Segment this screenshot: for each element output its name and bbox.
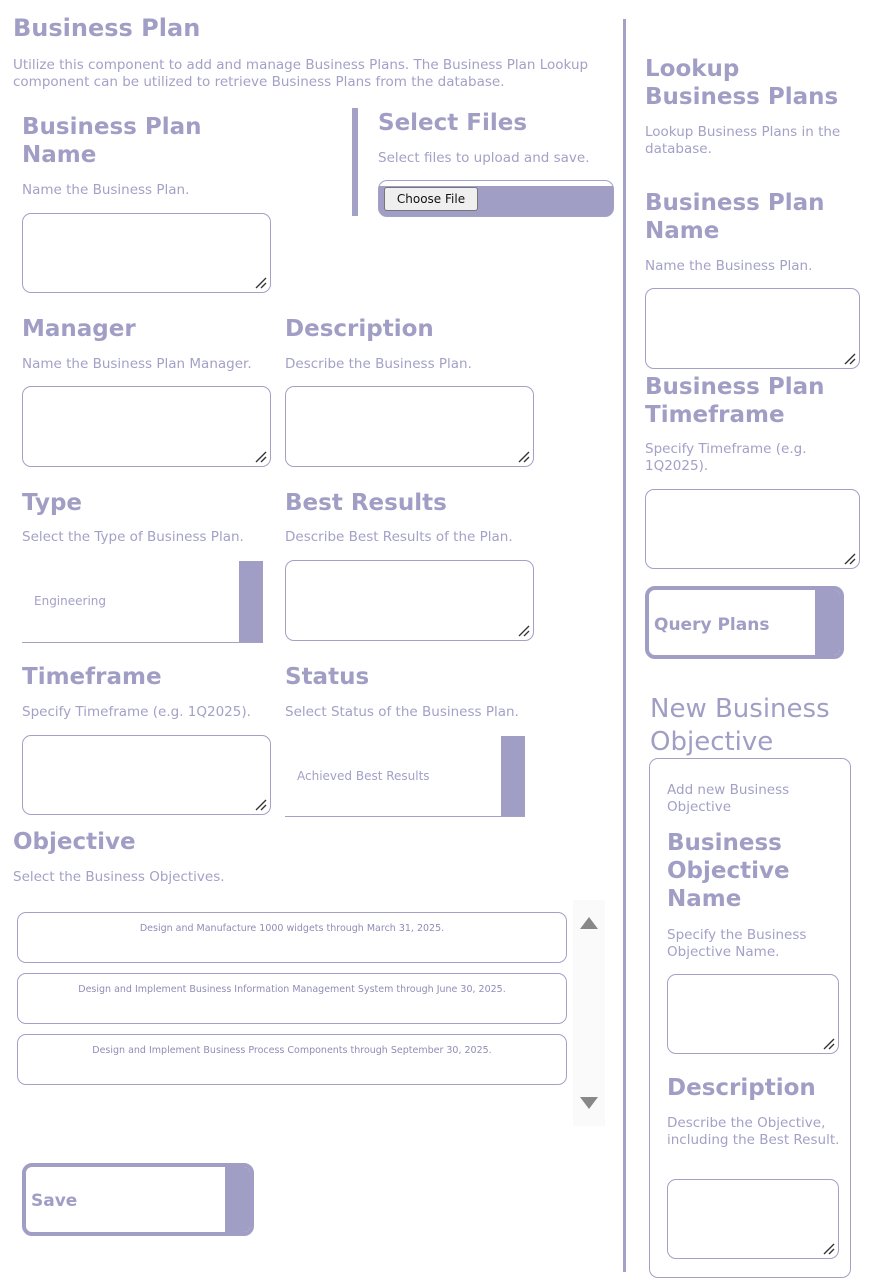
description-input[interactable] bbox=[285, 386, 534, 467]
lookup-timeframe-label: Business Plan Timeframe bbox=[645, 374, 825, 428]
lookup-timeframe-input[interactable] bbox=[645, 489, 860, 569]
resize-grip-icon[interactable] bbox=[823, 1243, 835, 1255]
objective-name-input[interactable] bbox=[667, 974, 839, 1054]
page-title: Business Plan bbox=[13, 14, 201, 42]
type-label: Type bbox=[22, 490, 83, 516]
timeframe-hint: Specify Timeframe (e.g. 1Q2025). bbox=[22, 704, 251, 720]
plan-name-input[interactable] bbox=[22, 213, 271, 293]
resize-grip-icon[interactable] bbox=[823, 1038, 835, 1050]
resize-grip-icon[interactable] bbox=[255, 799, 267, 811]
objective-description-hint: Describe the Objective, including the Best Result. bbox=[667, 1115, 840, 1148]
resize-grip-icon[interactable] bbox=[518, 451, 530, 463]
save-button-label: Save bbox=[31, 1191, 78, 1211]
select-files-label: Select Files bbox=[378, 110, 528, 136]
save-button-accent bbox=[225, 1167, 250, 1232]
objective-name-label: Business Objective Name bbox=[667, 830, 790, 912]
resize-grip-icon[interactable] bbox=[844, 553, 856, 565]
objective-label: Objective bbox=[13, 829, 136, 855]
scroll-up-icon[interactable] bbox=[579, 916, 599, 930]
manager-label: Manager bbox=[22, 316, 136, 342]
timeframe-input[interactable] bbox=[22, 735, 271, 815]
objective-description-label: Description bbox=[667, 1075, 816, 1101]
resize-grip-icon[interactable] bbox=[844, 353, 856, 365]
plan-name-label: Business Plan Name bbox=[22, 114, 202, 168]
objective-list-item[interactable]: Design and Implement Business Process Components through September 30, 2025. bbox=[17, 1034, 567, 1085]
best-results-input[interactable] bbox=[285, 560, 534, 641]
status-select-value: Achieved Best Results bbox=[297, 769, 430, 783]
description-label: Description bbox=[285, 316, 434, 342]
objective-hint: Select the Business Objectives. bbox=[13, 869, 225, 885]
query-plans-button[interactable] bbox=[645, 586, 844, 659]
column-divider bbox=[623, 19, 626, 1272]
status-hint: Select Status of the Business Plan. bbox=[285, 704, 519, 720]
select-files-hint: Select files to upload and save. bbox=[378, 150, 590, 166]
timeframe-label: Timeframe bbox=[22, 664, 162, 690]
new-objective-hint: Add new Business Objective bbox=[667, 782, 790, 815]
file-upload-field[interactable] bbox=[378, 180, 614, 217]
manager-hint: Name the Business Plan Manager. bbox=[22, 356, 252, 372]
resize-grip-icon[interactable] bbox=[255, 277, 267, 289]
query-plans-accent bbox=[815, 590, 840, 655]
best-results-hint: Describe Best Results of the Plan. bbox=[285, 529, 513, 545]
objective-list-item[interactable]: Design and Manufacture 1000 widgets through March 31, 2025. bbox=[17, 912, 567, 963]
type-hint: Select the Type of Business Plan. bbox=[22, 529, 244, 545]
query-plans-label: Query Plans bbox=[654, 615, 770, 635]
description-hint: Describe the Business Plan. bbox=[285, 356, 472, 372]
resize-grip-icon[interactable] bbox=[255, 451, 267, 463]
new-objective-card bbox=[649, 758, 851, 1278]
save-button[interactable] bbox=[22, 1163, 254, 1236]
status-select-arrow-bar[interactable] bbox=[501, 736, 525, 816]
choose-file-button[interactable]: Choose File bbox=[384, 187, 478, 211]
plan-name-hint: Name the Business Plan. bbox=[22, 182, 190, 198]
lookup-plan-name-input[interactable] bbox=[645, 288, 860, 369]
lookup-title: Lookup Business Plans bbox=[645, 56, 839, 110]
intro-text: Utilize this component to add and manage Business Plans. The Business Plan Lookup component can be utilized to retrieve Business Plans from the database. bbox=[13, 57, 589, 90]
type-select[interactable] bbox=[22, 561, 263, 643]
type-select-arrow-bar[interactable] bbox=[239, 561, 263, 642]
resize-grip-icon[interactable] bbox=[518, 625, 530, 637]
lookup-plan-name-label: Business Plan Name bbox=[645, 190, 825, 244]
manager-input[interactable] bbox=[22, 386, 271, 467]
status-select[interactable] bbox=[285, 736, 525, 817]
status-label: Status bbox=[285, 664, 370, 690]
best-results-label: Best Results bbox=[285, 490, 447, 516]
objective-description-input[interactable] bbox=[667, 1179, 839, 1259]
type-select-value: Engineering bbox=[34, 594, 106, 608]
objective-list-item[interactable]: Design and Implement Business Information Management System through June 30, 2025. bbox=[17, 973, 567, 1024]
lookup-plan-name-hint: Name the Business Plan. bbox=[645, 258, 813, 274]
new-objective-title: New Business Objective bbox=[650, 694, 830, 757]
scroll-down-icon[interactable] bbox=[579, 1096, 599, 1110]
select-files-accent-bar bbox=[352, 108, 358, 216]
objective-scrollbar[interactable] bbox=[573, 900, 605, 1126]
lookup-hint: Lookup Business Plans in the database. bbox=[645, 124, 841, 157]
objective-name-hint: Specify the Business Objective Name. bbox=[667, 927, 807, 960]
lookup-timeframe-hint: Specify Timeframe (e.g. 1Q2025). bbox=[645, 441, 807, 474]
